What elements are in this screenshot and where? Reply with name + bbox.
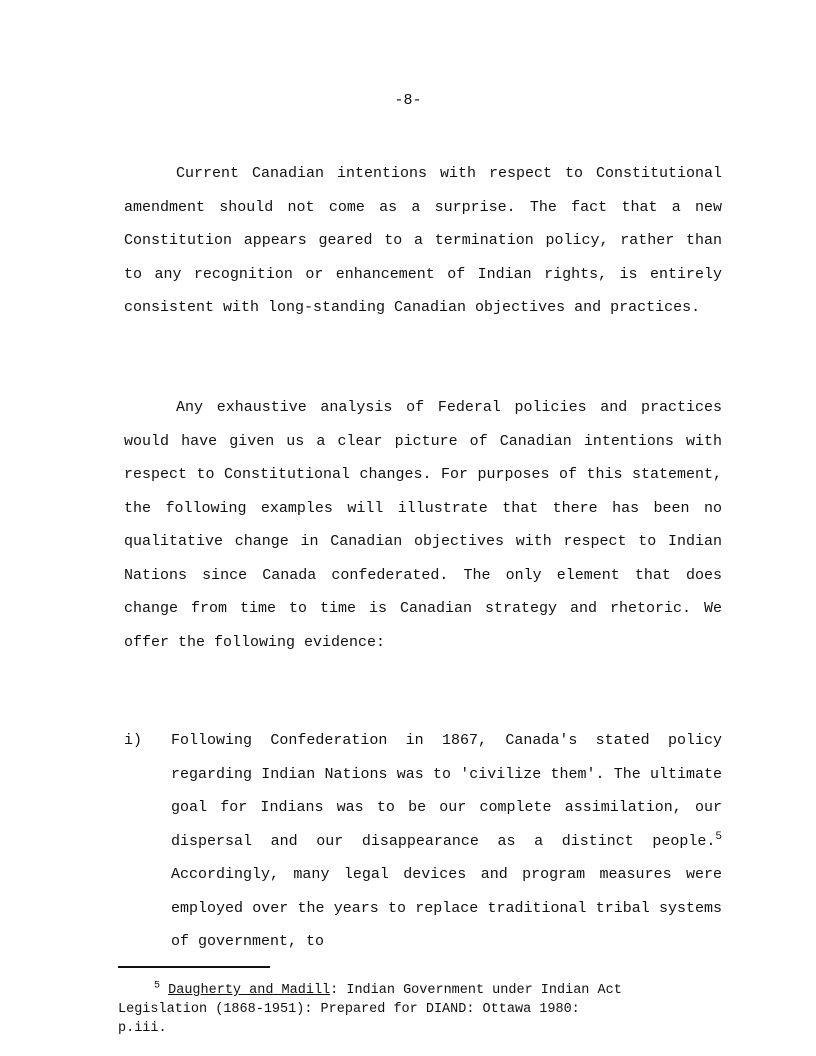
footnote-number: 5 [154,980,161,992]
list-text-after-note: Accordingly, many legal devices and program measures were employed over the years to replace traditional tribal systems of government, to [171,866,722,950]
body-paragraph-1: Current Canadian intentions with respect to Constitutional amendment should not come as a surprise. The fact that a new Constitution appears geared to a termination policy, rather than to any recognition or enhancement of Indian rights, is entirely consistent with long-standing Canadian objectives and practices. [124,165,722,316]
page-number: -8- [394,92,422,109]
list-item-text [171,724,722,959]
list-marker: i) [124,732,143,749]
footnote [118,981,630,1038]
body-paragraph-2: Any exhaustive analysis of Federal policies and practices would have given us a clear picture of Canadian intentions with respect to Constitutional changes. For purposes of this statement, the following examples will illustrate that there has been no qualitative change in Canadian objectives with respect to Indian Nations since Canada confederated. The only element that does change from time to time is Canadian strategy and rhetoric. We offer the following evidence: [124,399,722,651]
list-text-before-note: Following Confederation in 1867, Canada's stated policy regarding Indian Nations was to 'civilize them'. The ultimate goal for Indians was to be our complete assimilation, our dispersal and our disappearance as a distinct people. [171,732,722,850]
footnote-reference: 5 [715,830,722,843]
footnote-divider [118,966,270,968]
footnote-source: Daugherty and Madill [168,983,331,998]
footnote-text: : Indian Government under Indian Act Legislation (1868-1951): Prepared for DIAND: Ottawa 1980: p.iii. [118,983,622,1036]
